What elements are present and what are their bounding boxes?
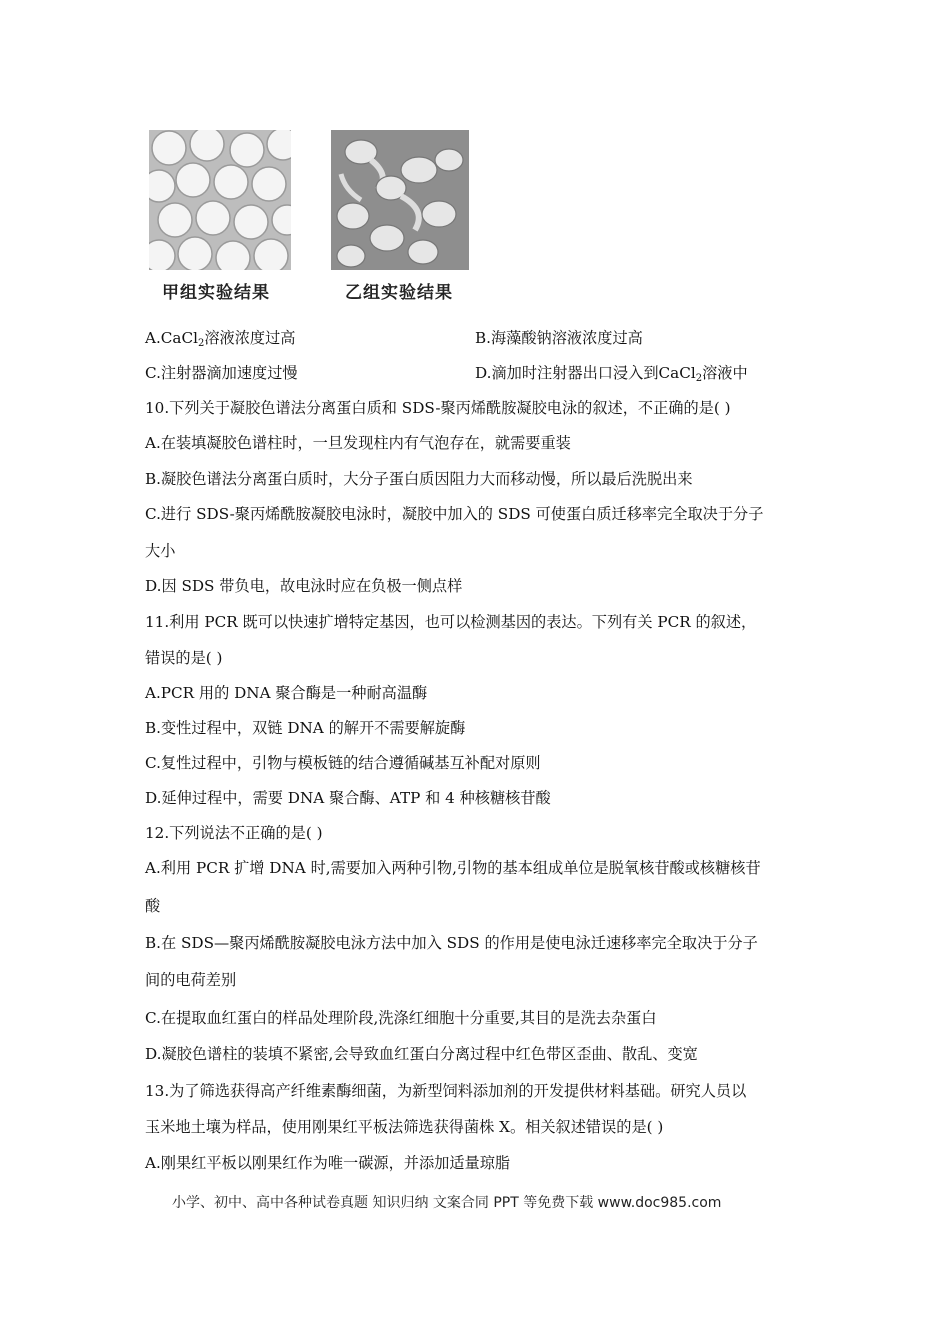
page-footer: 小学、初中、高中各种试卷真题 知识归纳 文案合同 PPT 等免费下载 www.doc985.com <box>172 1195 722 1211</box>
q9-option-c: C.注射器滴加速度过慢 <box>145 364 298 382</box>
q11-stem-cont: 错误的是( ) <box>145 649 223 667</box>
q10-option-c-cont: 大小 <box>145 542 176 560</box>
group-jia-photo <box>149 130 291 270</box>
q11-option-d: D.延伸过程中，需要 DNA 聚合酶、ATP 和 4 种核糖核苷酸 <box>145 789 551 807</box>
q12-stem: 12.下列说法不正确的是( ) <box>145 824 323 842</box>
beads-tailed-image <box>331 130 469 270</box>
q13-stem: 13.为了筛选获得高产纤维素酶细菌，为新型饲料添加剂的开发提供材料基础。研究人员以 <box>145 1082 747 1100</box>
q10-option-c: C.进行 SDS-聚丙烯酰胺凝胶电泳时，凝胶中加入的 SDS 可使蛋白质迁移率完全取决于分子 <box>145 505 764 523</box>
q13-stem-cont: 玉米地土壤为样品，使用刚果红平板法筛选获得菌株 X。相关叙述错误的是( ) <box>145 1118 664 1136</box>
q12-option-b-cont: 间的电荷差别 <box>145 971 237 989</box>
beads-round-image <box>149 130 291 270</box>
q9-option-d: D.滴加时注射器出口浸入到CaCl$_2$溶液中 <box>475 364 748 384</box>
q12-option-a-cont: 酸 <box>145 897 161 915</box>
q13-option-a: A.刚果红平板以刚果红作为唯一碳源，并添加适量琼脂 <box>145 1154 511 1172</box>
group-jia-caption: 甲组实验结果 <box>162 283 270 303</box>
q9-option-b: B.海藻酸钠溶液浓度过高 <box>475 329 643 347</box>
q11-stem: 11.利用 PCR 既可以快速扩增特定基因，也可以检测基因的表达。下列有关 PCR 的叙述， <box>145 613 757 631</box>
q11-option-a: A.PCR 用的 DNA 聚合酶是一种耐高温酶 <box>145 684 428 702</box>
q11-option-b: B.变性过程中，双链 DNA 的解开不需要解旋酶 <box>145 719 466 737</box>
q10-option-a: A.在装填凝胶色谱柱时，一旦发现柱内有气泡存在，就需要重装 <box>145 434 571 452</box>
q12-option-d: D.凝胶色谱柱的装填不紧密,会导致血红蛋白分离过程中红色带区歪曲、散乱、变宽 <box>145 1045 698 1063</box>
q11-option-c: C.复性过程中，引物与模板链的结合遵循碱基互补配对原则 <box>145 754 541 772</box>
q12-option-c: C.在提取血红蛋白的样品处理阶段,洗涤红细胞十分重要,其目的是洗去杂蛋白 <box>145 1009 657 1027</box>
q12-option-a: A.利用 PCR 扩增 DNA 时,需要加入两种引物,引物的基本组成单位是脱氧核苷酸或核糖核苷 <box>145 859 761 877</box>
group-yi-caption: 乙组实验结果 <box>345 283 453 303</box>
q12-option-b: B.在 SDS—聚丙烯酰胺凝胶电泳方法中加入 SDS 的作用是使电泳迁速移率完全取决于分子 <box>145 934 758 952</box>
group-yi-photo <box>331 130 469 270</box>
q9-option-a: A.CaCl$_2$溶液浓度过高 <box>145 329 296 349</box>
q10-option-b: B.凝胶色谱法分离蛋白质时，大分子蛋白质因阻力大而移动慢，所以最后洗脱出来 <box>145 470 693 488</box>
q10-option-d: D.因 SDS 带负电，故电泳时应在负极一侧点样 <box>145 577 463 595</box>
q10-stem: 10.下列关于凝胶色谱法分离蛋白质和 SDS-聚丙烯酰胺凝胶电泳的叙述，不正确的是( ) <box>145 399 731 417</box>
